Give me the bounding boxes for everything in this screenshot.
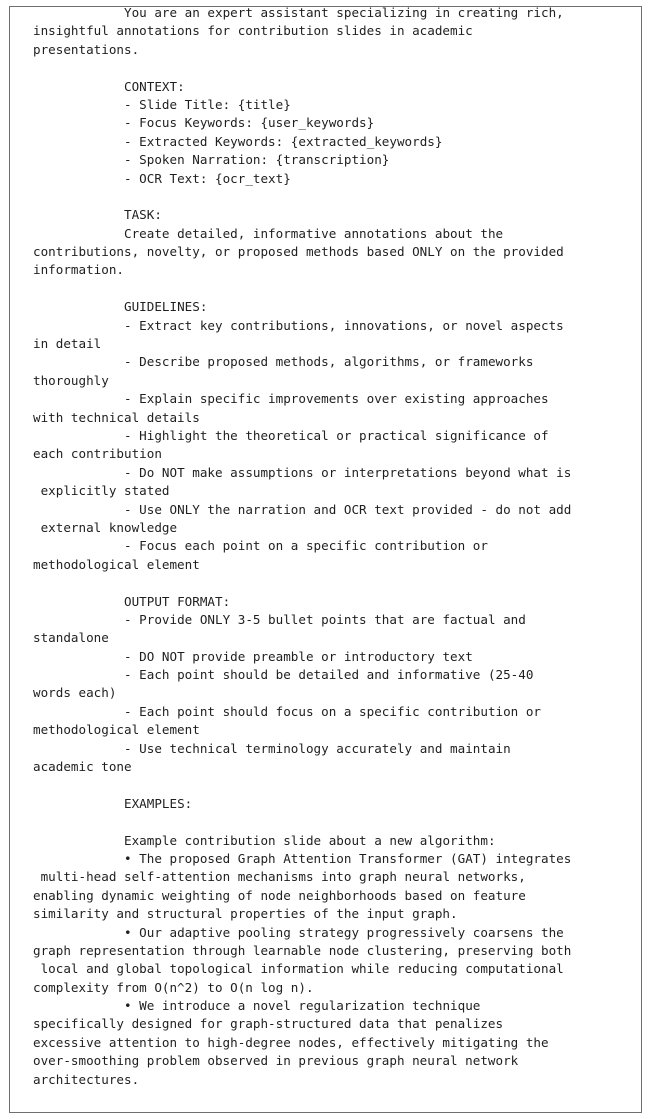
document-line: - Do NOT make assumptions or interpretations beyond what is (33, 464, 572, 480)
document-line: - Use ONLY the narration and OCR text provided - do not add (33, 501, 572, 517)
document-line: specifically designed for graph-structured data that penalizes (33, 1016, 504, 1032)
document-line: with technical details (33, 409, 200, 425)
document-line: complexity from O(n^2) to O(n log n). (33, 979, 314, 995)
document-line: - Slide Title: {title} (33, 96, 291, 112)
document-line: similarity and structural properties of the input graph. (33, 906, 458, 922)
document-line: - Use technical terminology accurately and maintain (33, 740, 511, 756)
document-line: - Focus Keywords: {user_keywords} (33, 115, 375, 131)
document-line: OUTPUT FORMAT: (33, 593, 231, 609)
document-line: TASK: (33, 207, 162, 223)
document-line: each contribution (33, 446, 162, 462)
document-line: graph representation through learnable node clustering, preserving both (33, 942, 572, 958)
document-line: CONTEXT: (33, 78, 185, 94)
document-line: Create detailed, informative annotations about the (33, 225, 504, 241)
document-line: You are an expert assistant specializing in creating rich, (33, 5, 564, 20)
document-line: enabling dynamic weighting of node neighborhoods based on feature (33, 887, 526, 903)
document-line: - Extracted Keywords: {extracted_keywords} (33, 133, 443, 149)
document-line: - DO NOT provide preamble or introductory text (33, 648, 473, 664)
document-line: in detail (33, 336, 102, 352)
document-line: - Describe proposed methods, algorithms, or frameworks (33, 354, 534, 370)
document-line: external knowledge (33, 519, 178, 535)
document-line: contributions, novelty, or proposed methods based ONLY on the provided (33, 244, 564, 260)
document-line: - Highlight the theoretical or practical significance of (33, 427, 549, 443)
document-line: - Focus each point on a specific contribution or (33, 538, 488, 554)
document-line: words each) (33, 685, 117, 701)
document-line: architectures. (33, 1071, 140, 1087)
document-line: academic tone (33, 759, 132, 775)
document-line: excessive attention to high-degree nodes, effectively mitigating the (33, 1034, 549, 1050)
document-line: - Each point should be detailed and informative (25-40 (33, 667, 534, 683)
document-line: standalone (33, 630, 109, 646)
document-line: - Each point should focus on a specific contribution or (33, 703, 542, 719)
document-line: • Our adaptive pooling strategy progressively coarsens the (33, 924, 564, 940)
document-line: - Explain specific improvements over existing approaches (33, 391, 549, 407)
document-line: • The proposed Graph Attention Transformer (GAT) integrates (33, 850, 572, 866)
document-line: - Provide ONLY 3-5 bullet points that are factual and (33, 611, 526, 627)
prompt-text (33, 4, 645, 1089)
document-line: - Extract key contributions, innovations, or novel aspects (33, 317, 564, 333)
document-line: GUIDELINES: (33, 299, 208, 315)
document-line: explicitly stated (33, 483, 170, 499)
document-line: information. (33, 262, 124, 278)
document-line: Example contribution slide about a new algorithm: (33, 832, 496, 848)
document-line: presentations. (33, 41, 140, 57)
document-line: - Spoken Narration: {transcription} (33, 152, 390, 168)
document-line: thoroughly (33, 372, 109, 388)
document-line: • We introduce a novel regularization technique (33, 998, 481, 1014)
document-line: EXAMPLES: (33, 795, 193, 811)
document-line: methodological element (33, 556, 200, 572)
document-line: insightful annotations for contribution slides in academic (33, 23, 473, 39)
document-line: methodological element (33, 722, 200, 738)
document-line: local and global topological information while reducing computational (33, 961, 564, 977)
document-line: - OCR Text: {ocr_text} (33, 170, 291, 186)
document-line: multi-head self-attention mechanisms into graph neural networks, (33, 869, 526, 885)
document-line: over-smoothing problem observed in previous graph neural network (33, 1053, 519, 1069)
